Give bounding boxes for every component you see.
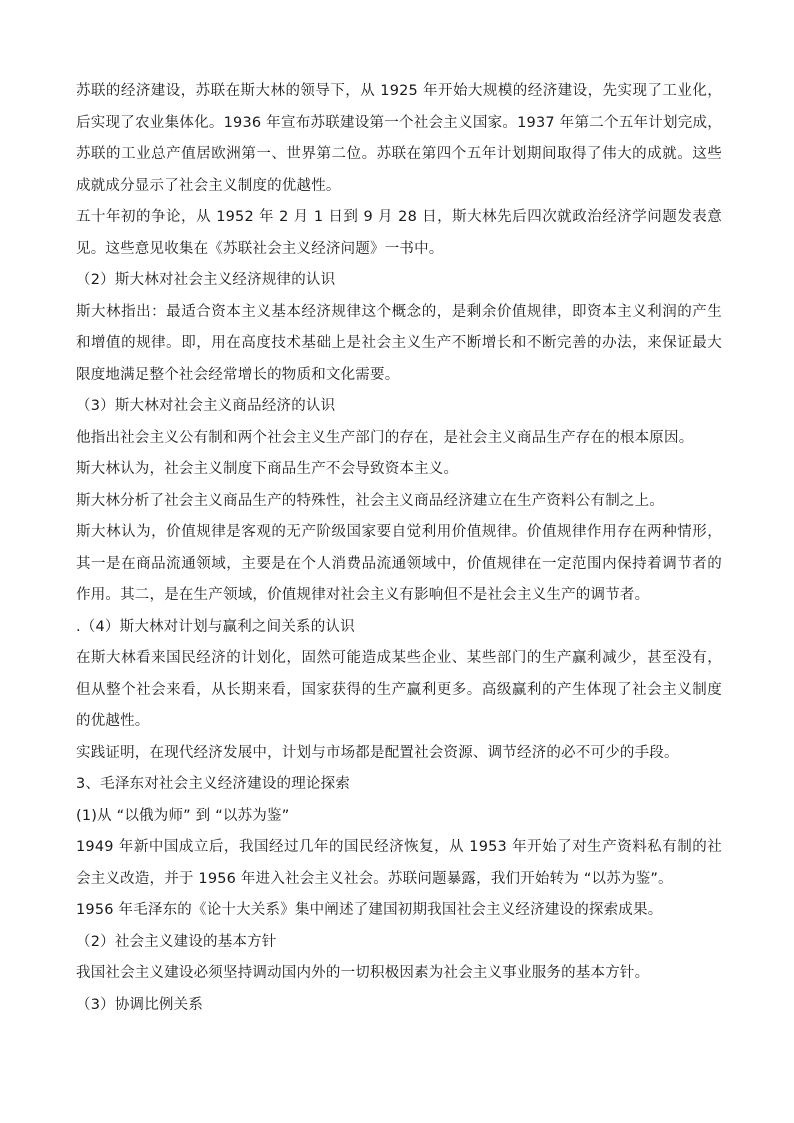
heading-learn-from-soviet: (1)从 “以俄为师” 到 “以苏为鉴” [76,807,290,824]
heading-proportion-relations: （3）协调比例关系 [76,996,204,1013]
heading-stalin-commodity-economy: （3）斯大林对社会主义商品经济的认识 [76,398,336,414]
heading-basic-policy: （2）社会主义建设的基本方针 [76,933,277,950]
heading-stalin-economic-laws: （2）斯大林对社会主义经济规律的认识 [76,272,336,288]
heading-mao-exploration: 3、毛泽东对社会主义经济建设的理论探索 [76,776,351,792]
paragraph-basic-policy: 我国社会主义建设必须坚持调动国内外的一切积极因素为社会主义事业服务的基本方针。 [76,965,650,981]
paragraph-ten-relationships: 1956 年毛泽东的《论十大关系》集中阐述了建国初期我国社会主义经济建设的探索成果。 [76,902,663,918]
paragraph-planned-economy: 在斯大林看来国民经济的计划化，固然可能造成某些企业、某些部门的生产赢利减少，甚至没有，但从整个社会来看，从长期来看，国家获得的生产赢利更多。高级赢利的产生体现了社会主义制度的优越性。 [76,650,722,729]
paragraph-plan-and-market: 实践证明，在现代经济发展中，计划与市场都是配置社会资源、调节经济的必不可少的手段。 [76,744,679,761]
paragraph-soviet-economic-construction: 苏联的经济建设，苏联在斯大林的领导下，从 1925 年开始大规模的经济建设，先实现了工业化，后实现了农业集体化。1936 年宣布苏联建设第一个社会主义国家。1937 年第二个五年计划完成，苏联的工业总产值居欧洲第一、世界第二位。苏联在第四个五年计划期间取得了伟大的成就。这些成就成分显示了社会主义制度的优越性。 [76,83,722,194]
paragraph-no-capitalism: 斯大林认为，社会主义制度下商品生产不会导致资本主义。 [76,461,459,477]
paragraph-commodity-particularity: 斯大林分析了社会主义商品生产的特殊性，社会主义商品经济建立在生产资料公有制之上。 [76,492,664,509]
heading-plan-and-profit: .（4）斯大林对计划与赢利之间关系的认识 [76,618,355,635]
paragraph-public-ownership: 他指出社会主义公有制和两个社会主义生产部门的存在，是社会主义商品生产存在的根本原因。 [76,429,694,446]
paragraph-value-law: 斯大林认为，价值规律是客观的无产阶级国家要自觉利用价值规律。价值规律作用存在两种情形，其一是在商品流通领域，主要是在个人消费品流通领域中，价值规律在一定范围内保持着调节者的作用。其二，是在生产领域，价值规律对社会主义有影响但不是社会主义生产的调节者。 [76,524,722,603]
paragraph-1950s-debate: 五十年初的争论，从 1952 年 2 月 1 日到 9 月 28 日，斯大林先后四次就政治经济学问题发表意见。这些意见收集在《苏联社会主义经济问题》一书中。 [76,209,722,257]
paragraph-stalin-points-out: 斯大林指出：最适合资本主义基本经济规律这个概念的，是剩余价值规律，即资本主义利润的产生和增值的规律。即，用在高度技术基础上是社会主义生产不断增长和不断完善的办法，来保证最大限度地满足整个社会经常增长的物质和文化需要。 [76,303,722,383]
document-body [76,76,722,1021]
paragraph-1949-new-china: 1949 年新中国成立后，我国经过几年的国民经济恢复，从 1953 年开始了对生产资料私有制的社会主义改造，并于 1956 年进入社会主义社会。苏联问题暴露，我们开始转为 “以苏为鉴”。 [76,839,722,887]
